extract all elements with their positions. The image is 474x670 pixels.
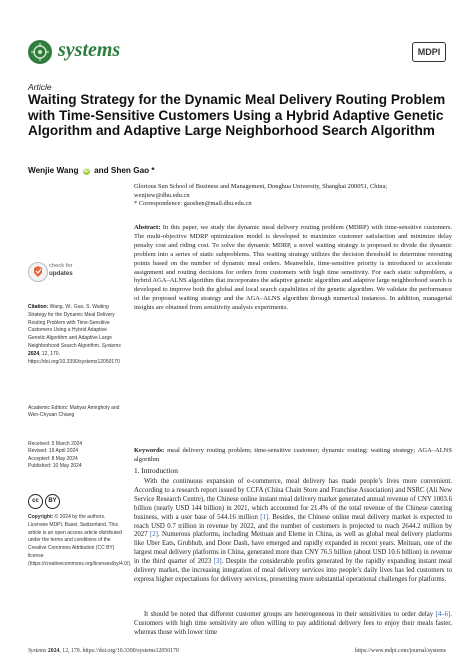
citation-text: Wang, W.; Gao, S. Waiting Strategy for the Dynamic Meal Delivery Routing Problem with Time-Sensitive Customers Using a Hybrid Adaptive Genetic Algorithm and Adaptive Large Neighborhood Search Algorithm. (28, 304, 115, 349)
abstract-text: In this paper, we study the dynamic meal delivery routing problem (MDRP) with time-sensitive customers. The multi-objective MDRP optimization model is developed to maximize customer satisfaction and minimize delay penalty cost and riding cost. To solve the dynamic MDRP, a novel waiting strategy is proposed to divide the dynamic problem into a series of static subproblems. This waiting strategy utilizes the decision threshold to determine rerouting points based on the number of dynamic meal orders. Meanwhile, time-sensitive priority is introduced to accelerate assignment and routing decisions for orders from customers with high time sensitivity. For each static subproblem, a hybrid AGA–ALNS algorithm that incorporates the adaptive genetic algorithm and adaptive large neighborhood search is developed to improve both the global and local search capabilities of the genetic algorithm. We validate the performance of the proposed waiting strategy and the AGA–ALNS algorithm through numerical instances. In addition, managerial insights are obtained from sensitivity analysis experiments. (134, 224, 453, 312)
keywords-text: meal delivery routing problem; time-sensitive customer; dynamic routing; waiting strategy; AGA–ALNS algorithm (134, 447, 452, 463)
citation-journal: Systems (101, 342, 121, 349)
reference-link[interactable]: [2] (150, 531, 158, 539)
affiliation-text: Glorious Sun School of Business and Management, Donghua University, Shanghai 200051, China; (134, 183, 388, 190)
author-name[interactable]: Shen Gao * (110, 166, 155, 175)
correspondence: * Correspondence: gaoshen@mail.dhu.edu.cn (134, 200, 252, 208)
citation-block (28, 304, 125, 366)
published-date: Published: 10 May 2024 (28, 463, 82, 470)
keywords (134, 447, 452, 465)
paragraph-text: It should be noted that different customer groups are heterogeneous in their sensitivities to order delay (144, 611, 436, 618)
reference-link[interactable]: [4–6] (435, 611, 451, 618)
orcid-icon[interactable]: iD (83, 168, 89, 174)
footer-citation (28, 648, 179, 654)
author-name[interactable]: Wenjie Wang (28, 166, 79, 175)
author-email[interactable]: wenjiew@dhu.edu.cn (134, 191, 190, 199)
paragraph (134, 611, 452, 638)
section-heading: 1. Introduction (134, 466, 178, 475)
accepted-date: Accepted: 8 May 2024 (28, 455, 78, 462)
article-title: Waiting Strategy for the Dynamic Meal Delivery Routing Problem with Time-Sensitive Customers Using a Hybrid Adaptive Genetic Algorithm and Adaptive Large Neighborhood Search Algorithm (28, 92, 446, 139)
journal-name[interactable]: systems (58, 39, 121, 61)
journal-logo-icon (28, 40, 52, 64)
citation-year: 2024 (28, 350, 40, 357)
article-type: Article (28, 82, 52, 92)
abstract (134, 224, 452, 313)
updates-line: updates (49, 270, 73, 277)
author-separator: and (94, 166, 111, 175)
academic-editors: Academic Editors: Mahyar Amirgholy and Wen-Chyuan Chiang (28, 405, 120, 419)
publisher-logo[interactable]: MDPI (412, 42, 446, 62)
citation-doi[interactable]: , 12, 170. https://doi.org/10.3390/systems12050170 (28, 350, 120, 365)
paragraph-text: With the continuous expansion of e-commerce, meal delivery has made people’s lives more convenient. According to a research report issued by CCFA (China Chain Store and Franchise Association) and NSRC (Ali New Service Research Centre), the Chinese online instant meal delivery market generated annual revenue of CNY 1003.6 billion (nearly USD 144 billion) in 2021, which accounted for 21.4% of the total revenue of the Chinese catering business, with a user base of 544.16 million (134, 478, 452, 521)
paragraph-text: . Despite the considerable profits generated by the rapidly expanding instant meal delivery market, the increasing integration of meal delivery services into people’s daily lives has led customers to express higher expectations for delivery services, presenting more substantial operational challenges for platforms. (134, 558, 452, 583)
paragraph-text: . Besides, the Chinese online meal delivery market is expected to reach USD 0.7 trillion in revenue by 2022, and the number of customers is projected to reach 2644.2 million by 2027 (134, 513, 453, 539)
article-dates (28, 441, 125, 471)
check-for-updates[interactable] (28, 260, 90, 286)
received-date: Received: 5 March 2024 (28, 441, 83, 447)
keywords-label: Keywords: (134, 447, 165, 454)
author-list (28, 166, 155, 175)
reference-link[interactable]: [1] (260, 513, 269, 521)
paragraph-text: . Customers with high time sensitivity are often willing to pay additional delivery fees to enjoy their meals faster, whereas those with lower time (134, 611, 452, 636)
updates-line: check for (49, 263, 73, 269)
check-updates-icon (28, 262, 48, 282)
citation-label: Citation: (28, 304, 49, 310)
footer-journal: Systems (28, 648, 47, 654)
footer-journal-url[interactable]: https://www.mdpi.com/journal/systems (354, 648, 446, 654)
cc-license-badge[interactable] (28, 494, 68, 508)
cc-icon: cc (28, 494, 43, 509)
footer-year: 2024 (47, 648, 60, 654)
abstract-label: Abstract: (134, 224, 161, 231)
copyright-label: Copyright: (28, 514, 54, 520)
updates-label (49, 263, 73, 277)
reference-link[interactable]: [3] (213, 558, 222, 566)
by-icon: BY (45, 494, 60, 509)
affiliations (134, 183, 454, 209)
footer-doi[interactable]: , 12, 170. https://doi.org/10.3390/systems12050170 (59, 648, 179, 654)
revised-date: Revised: 19 April 2024 (28, 448, 79, 455)
paragraph (134, 478, 452, 585)
copyright-notice (28, 514, 132, 569)
copyright-text: © 2024 by the authors. Licensee MDPI, Basel, Switzerland. This article is an open access article distributed under the terms and conditions of the Creative Commons Attribution (CC BY) license (https://creativecommons.org/licenses/by/4.0/). (28, 514, 132, 567)
paragraph-text: . Numerous platforms, including Meituan and Eleme in China, as well as global meal delivery platforms like Uber Eats, Grubhub, and Door Dash, have emerged and rapidly expanded in recent years. Meituan, one of the largest meal delivery platforms in China, generated more than CNY 76.5 billion (about USD 10.6 billion) in revenue in the third quarter of 2023 (134, 531, 452, 566)
